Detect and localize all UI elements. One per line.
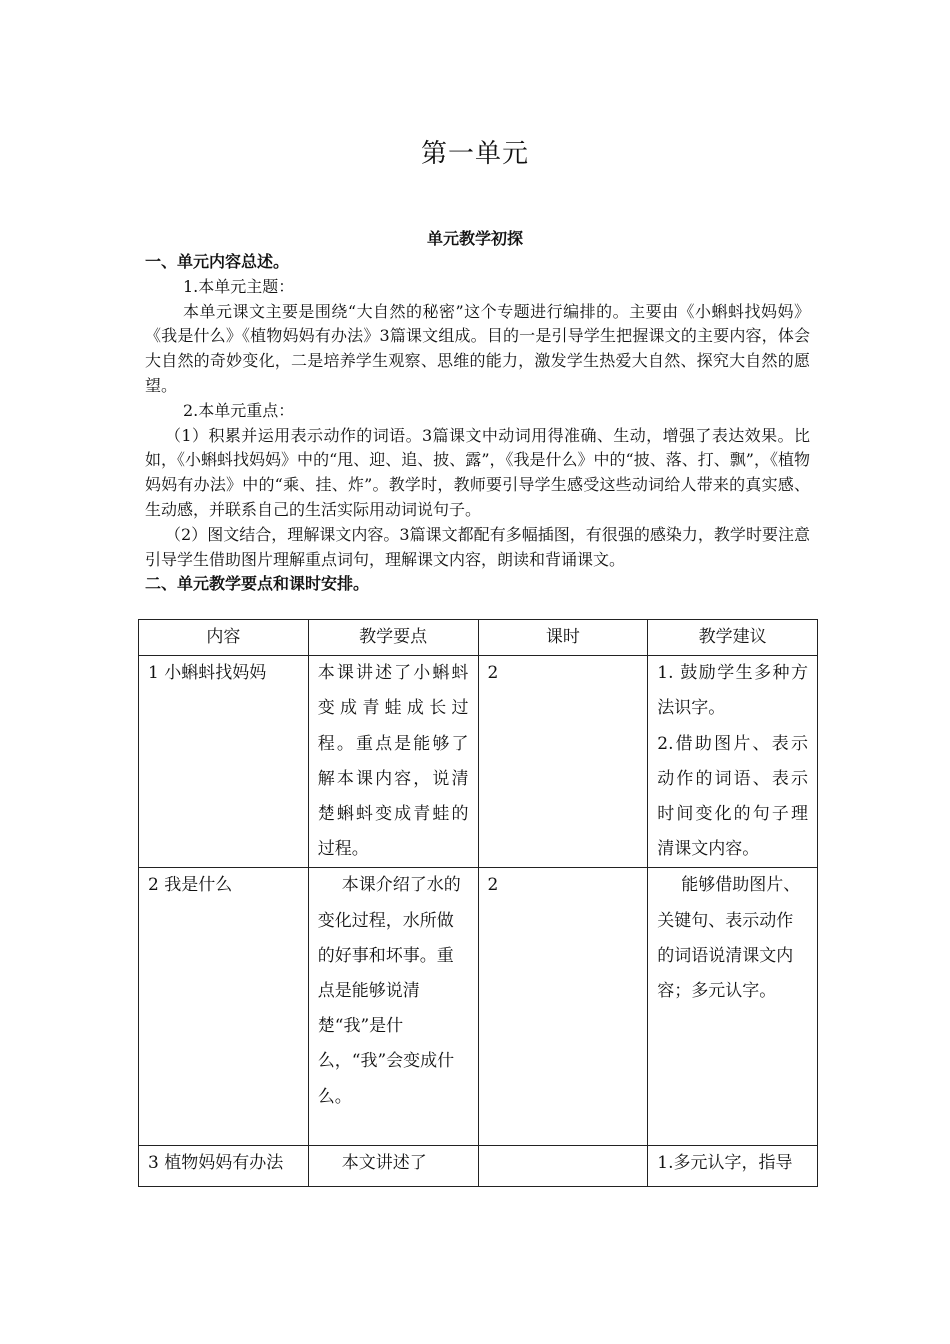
lesson-hours-cell: 2 (478, 656, 648, 868)
suggestion-line: 2.借助图片、表示动作的词语、表示时间变化的句子理清课文内容。 (657, 733, 808, 860)
section-heading-2: 二、单元教学要点和课时安排。 (145, 574, 370, 594)
lesson-suggestion-cell: 能够借助图片、关键句、表示动作的词语说清课文内容；多元认字。 (648, 868, 818, 1146)
section-heading-1: 一、单元内容总述。 (145, 252, 290, 271)
table-row (139, 1146, 818, 1187)
section-subtitle: 单元教学初探 (426, 229, 523, 248)
table-header-cell: 教学建议 (648, 620, 818, 656)
focus-paragraph-2: （2）图文结合，理解课文内容。3篇课文都配有多幅插图，有很强的感染力，教学时要注意引导学生借助图片理解重点词句，理解课文内容，朗读和背诵课文。 (145, 524, 810, 569)
table-header-cell: 内容 (139, 620, 309, 656)
lesson-title-cell: 1 小蝌蚪找妈妈 (139, 656, 309, 868)
lesson-suggestion-cell: 1.多元认字，指导 (648, 1146, 818, 1187)
focus-label: 2.本单元重点： (183, 400, 295, 420)
lesson-title-cell: 3 植物妈妈有办法 (139, 1146, 309, 1187)
suggestion-line: 1. 鼓励学生多种方法识字。 (657, 663, 808, 719)
lesson-hours-cell (478, 1146, 648, 1187)
lesson-points-cell: 本课介绍了水的变化过程，水所做的好事和坏事。重点是能够说清楚“我”是什么，“我”会变成什么。 (308, 868, 478, 1146)
lesson-points-cell: 本文讲述了 (308, 1146, 478, 1187)
document-body (145, 250, 810, 597)
lesson-hours-cell: 2 (478, 868, 648, 1146)
table-header-cell: 教学要点 (308, 620, 478, 656)
table-header-cell: 课时 (478, 620, 648, 656)
theme-paragraph: 本单元课文主要是围绕“大自然的秘密”这个专题进行编排的。主要由《小蝌蚪找妈妈》《我是什么》《植物妈妈有办法》3篇课文组成。目的一是引导学生把握课文的主要内容，体会大自然的奇妙变化，二是培养学生观察、思维的能力，激发学生热爱大自然、探究大自然的愿望。 (145, 301, 810, 395)
lesson-suggestion-cell (648, 656, 818, 868)
theme-label: 1.本单元主题： (183, 276, 295, 296)
page-title: 第一单元 (420, 139, 529, 169)
table-row (139, 656, 818, 868)
lesson-title-cell: 2 我是什么 (139, 868, 309, 1146)
focus-paragraph-1: （1）积累并运用表示动作的词语。3篇课文中动词用得准确、生动，增强了表达效果。比如，《小蝌蚪找妈妈》中的“甩、迎、追、披、露”，《我是什么》中的“披、落、打、飘”，《植物妈妈有办法》中的“乘、挂、炸”。教学时，教师要引导学生感受这些动词给人带来的真实感、生动感，并联系自己的生活实际用动词说句子。 (145, 425, 810, 519)
table-header-row (139, 620, 818, 656)
lesson-points-cell: 本课讲述了小蝌蚪变成青蛙成长过程。重点是能够了解本课内容，说清楚蝌蚪变成青蛙的过程。 (308, 656, 478, 868)
table-row (139, 868, 818, 1146)
lesson-plan-table (138, 619, 818, 1187)
